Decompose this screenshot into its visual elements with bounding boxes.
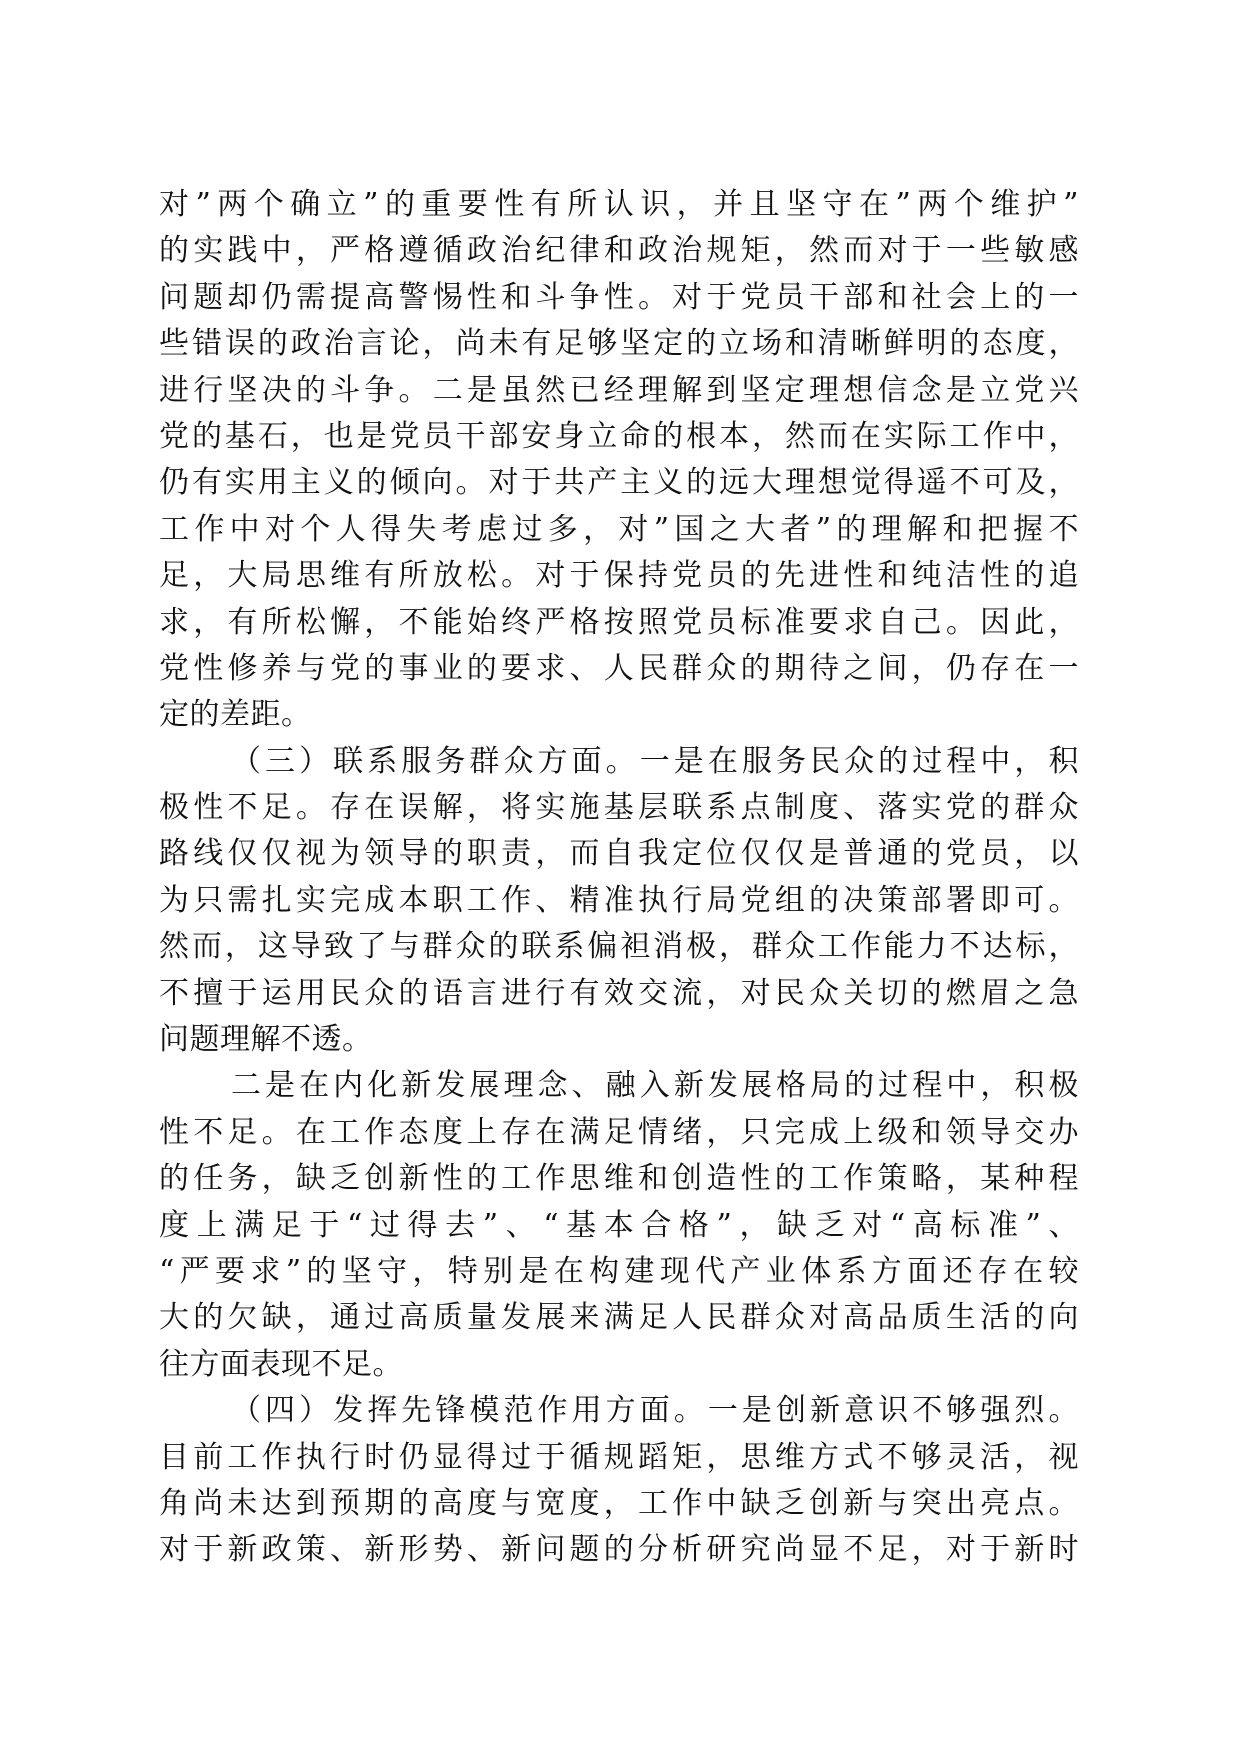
- text-line: 定的差距。: [159, 697, 312, 733]
- text-line: 对于新政策、新形势、新问题的分析研究尚显不足，对于新时: [159, 1532, 1079, 1568]
- text-line: 问题理解不透。: [159, 1022, 373, 1058]
- text-line: 求，有所松懈，不能始终严格按照党员标准要求自己。因此，: [159, 604, 1079, 640]
- paragraph-start-line: 二是在内化新发展理念、融入新发展格局的过程中，积极: [231, 1068, 1079, 1104]
- text-line: 工作中对个人得失考虑过多，对”国之大者”的理解和把握不: [159, 511, 1079, 547]
- text-line: 些错误的政治言论，尚未有足够坚定的立场和清晰鲜明的态度，: [159, 326, 1079, 362]
- text-line: 度上满足于“过得去”、“基本合格”，缺乏对“高标准”、: [159, 1207, 1079, 1243]
- section-heading-line: （三）联系服务群众方面。一是在服务民众的过程中，积: [231, 743, 1079, 779]
- text-line: 往方面表现不足。: [159, 1346, 403, 1382]
- text-line: 性不足。在工作态度上存在满足情绪，只完成上级和领导交办: [159, 1114, 1079, 1150]
- text-line: 的任务，缺乏创新性的工作思维和创造性的工作策略，某种程: [159, 1161, 1079, 1197]
- text-line: “严要求”的坚守，特别是在构建现代产业体系方面还存在较: [159, 1253, 1079, 1289]
- text-line: 然而，这导致了与群众的联系偏袒消极，群众工作能力不达标，: [159, 929, 1079, 965]
- text-line: 党性修养与党的事业的要求、人民群众的期待之间，仍存在一: [159, 650, 1079, 686]
- text-line: 角尚未达到预期的高度与宽度，工作中缺乏创新与突出亮点。: [159, 1485, 1079, 1521]
- text-line: 为只需扎实完成本职工作、精准执行局党组的决策部署即可。: [159, 882, 1079, 918]
- text-line: 的实践中，严格遵循政治纪律和政治规矩，然而对于一些敏感: [159, 233, 1079, 269]
- section-heading-line: （四）发挥先锋模范作用方面。一是创新意识不够强烈。: [231, 1393, 1079, 1429]
- text-line: 仍有实用主义的倾向。对于共产主义的远大理想觉得遥不可及，: [159, 465, 1079, 501]
- text-line: 问题却仍需提高警惕性和斗争性。对于党员干部和社会上的一: [159, 279, 1079, 315]
- text-line: 目前工作执行时仍显得过于循规蹈矩，思维方式不够灵活，视: [159, 1439, 1079, 1475]
- text-line: 进行坚决的斗争。二是虽然已经理解到坚定理想信念是立党兴: [159, 372, 1079, 408]
- body-text: [159, 182, 1079, 1574]
- text-line: 足，大局思维有所放松。对于保持党员的先进性和纯洁性的追: [159, 558, 1079, 594]
- text-line: 不擅于运用民众的语言进行有效交流，对民众关切的燃眉之急: [159, 975, 1079, 1011]
- text-line: 路线仅仅视为领导的职责，而自我定位仅仅是普通的党员，以: [159, 836, 1079, 872]
- text-line: 党的基石，也是党员干部安身立命的根本，然而在实际工作中，: [159, 418, 1079, 454]
- text-line: 极性不足。存在误解，将实施基层联系点制度、落实党的群众: [159, 790, 1079, 826]
- text-line: 大的欠缺，通过高质量发展来满足人民群众对高品质生活的向: [159, 1300, 1079, 1336]
- text-line: 对”两个确立”的重要性有所认识，并且坚守在”两个维护”: [159, 187, 1079, 222]
